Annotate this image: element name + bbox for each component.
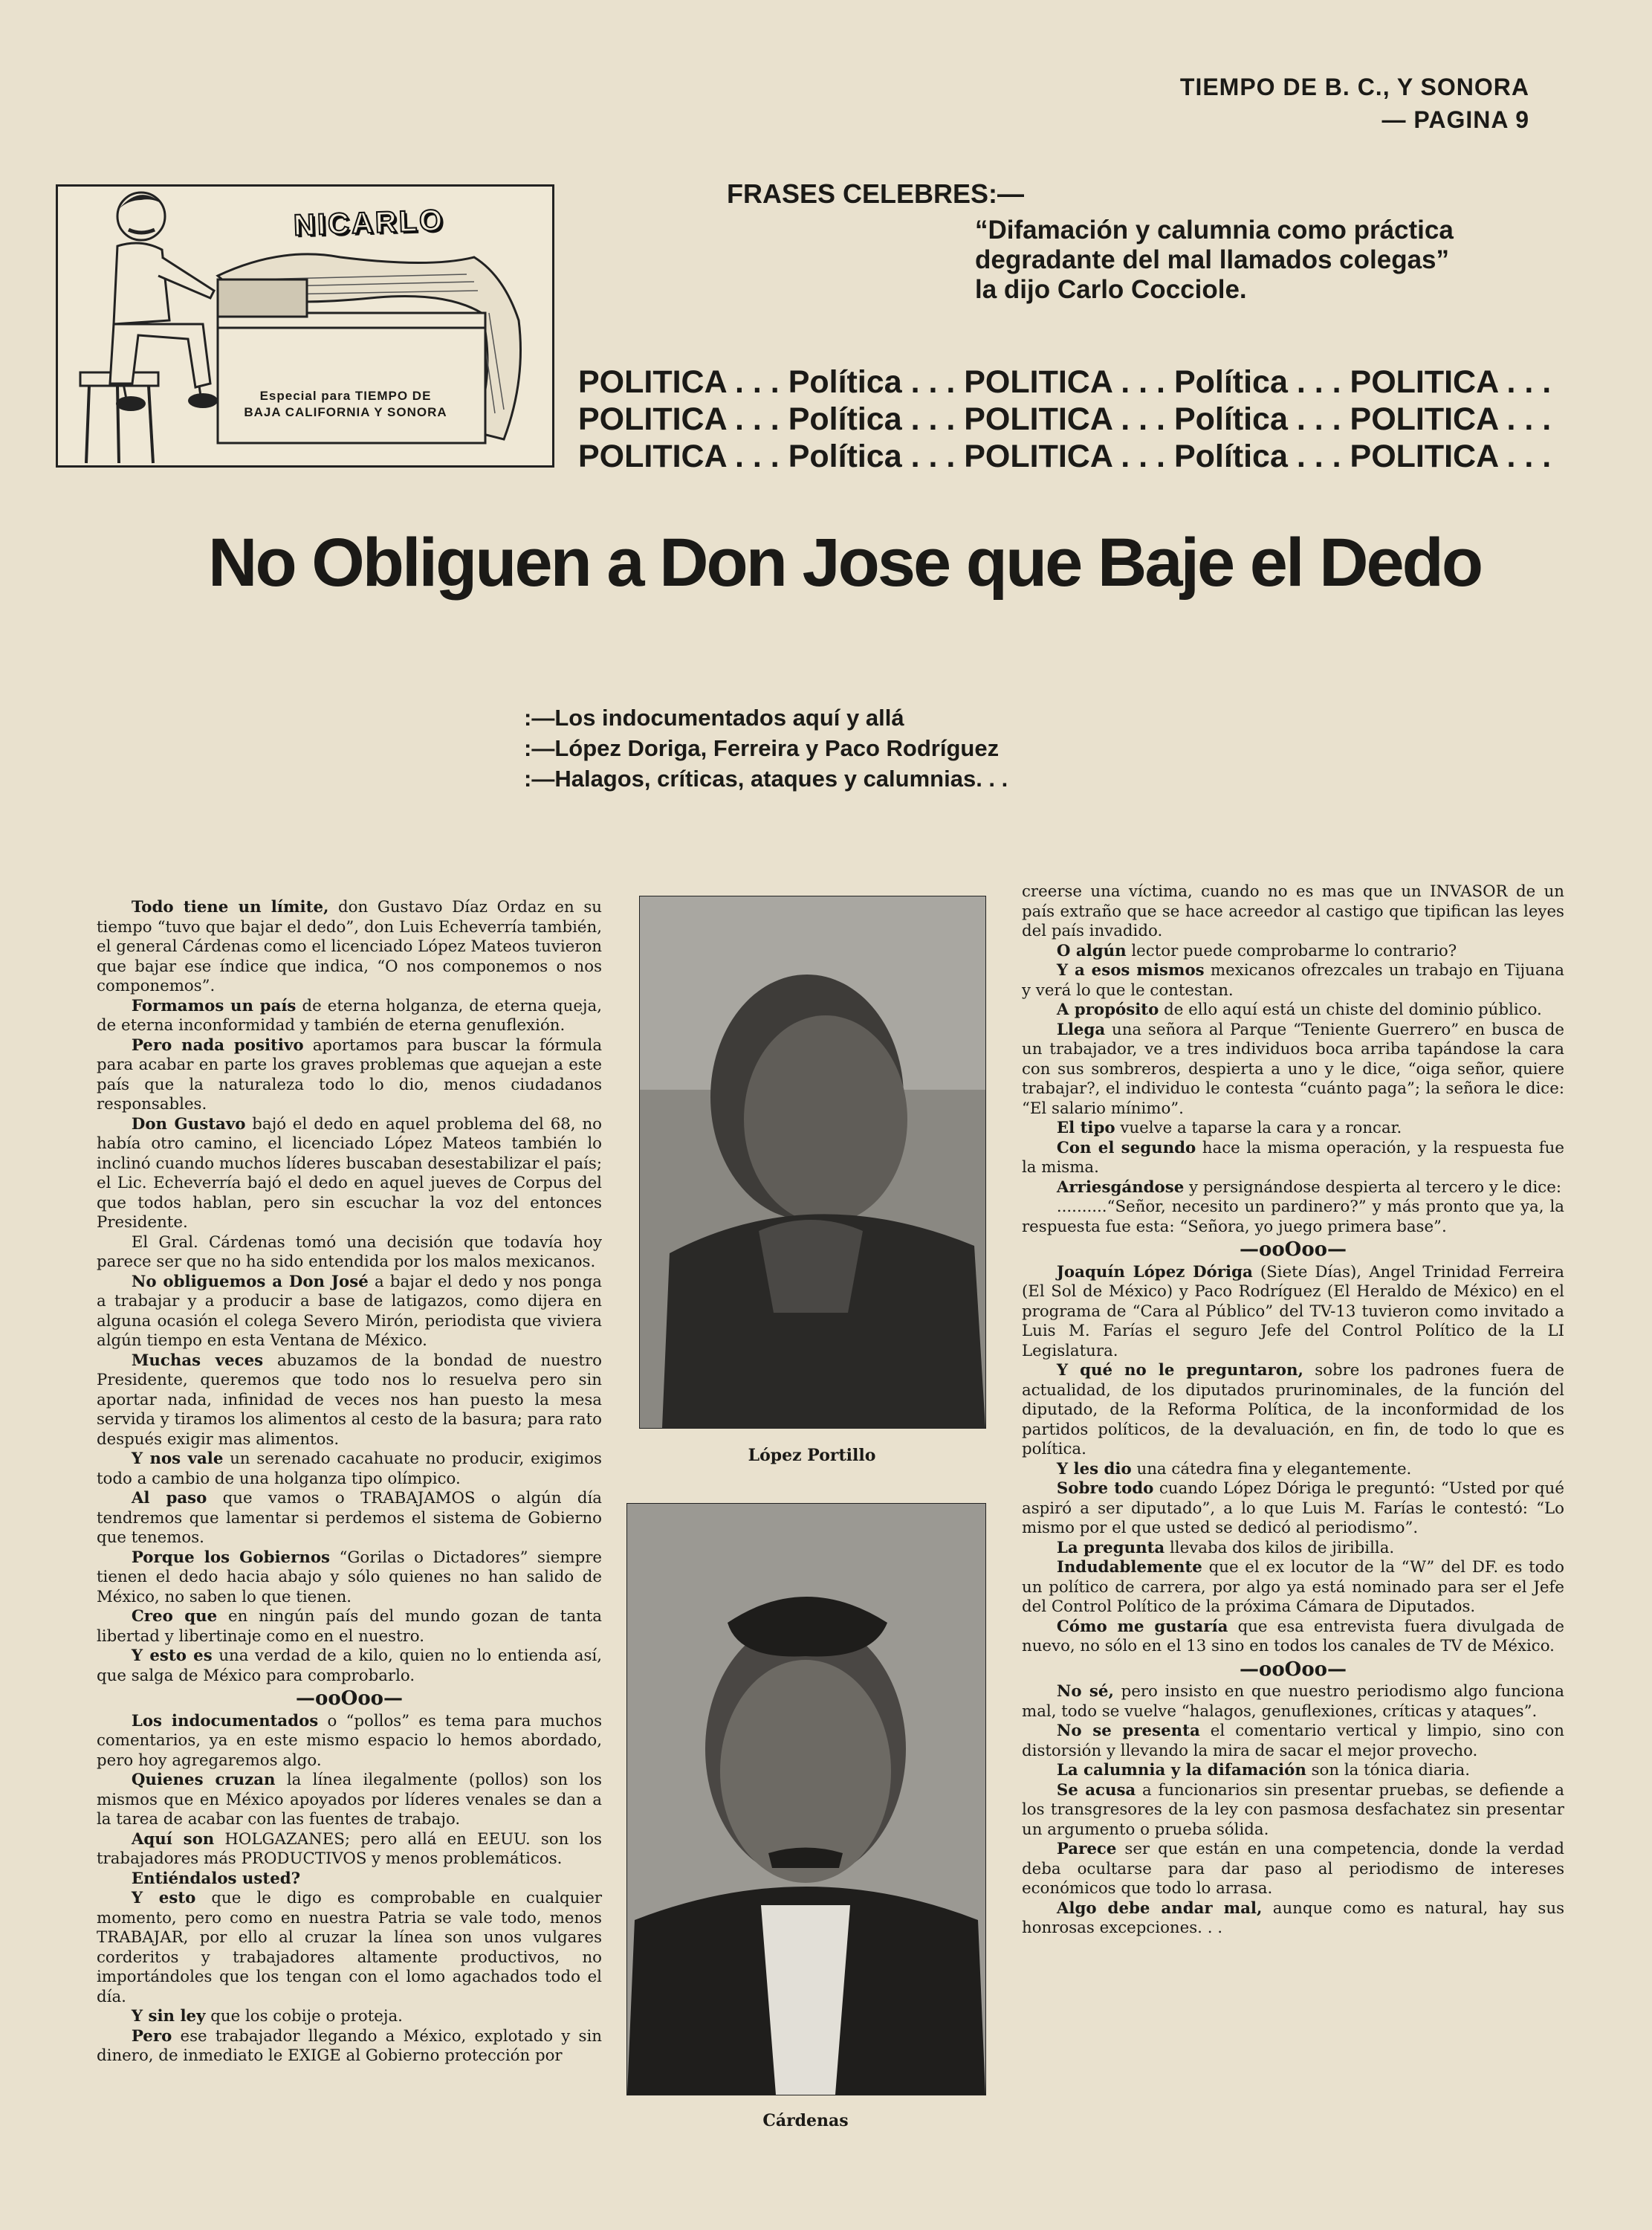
paragraph-text: (Siete Días), Angel Trinidad Ferreira (El Sol de México) y Paco Rodríguez (El Heraldo de México) en el programa de “Cara al Público” del TV-13 tuvieron como invitado a Luis M. Farías el seguro Jefe del Control Político de la LI Legislatura. [1022,1262,1564,1360]
paragraph-text: ser que están en una competencia, donde la verdad deba ocultarse para dar paso al periodismo de intereses económicos que todo lo arrasa. [1022,1840,1564,1898]
paragraph-text: una verdad de a kilo, quien no lo entienda así, que salga de México para comprobarlo. [97,1646,602,1685]
paragraph-lead: Don Gustavo [131,1114,246,1134]
paragraph-lead: O algún [1056,941,1127,960]
paragraph-lead: El tipo [1056,1119,1115,1137]
article-paragraph [97,1607,602,1646]
paragraph-lead: Se acusa [1056,1780,1136,1800]
paragraph-text: que le digo es comprobable en cualquier momento, pero como en nuestra Patria se vale todo, menos TRABAJAR, por ello al cruzar la línea son unos vulgares corderitos y trabajadores altamente productivos, no importándoles que los tengan con el lomo agachados todo el día. [97,1889,602,2006]
article-paragraph [97,2027,602,2066]
paragraph-lead: No sé, [1056,1682,1114,1701]
paragraph-lead: Cómo me gustaría [1056,1617,1228,1636]
photo-lopez-portillo [639,896,986,1429]
paragraph-lead: Y esto [131,1889,196,1907]
paragraph-lead: Joaquín López Dóriga [1056,1262,1253,1282]
paragraph-lead: Y sin ley [131,2007,206,2026]
politica-banner-row: POLITICA . . . Política . . . POLITICA . . . Política . . . POLITICA . . . [578,439,1552,474]
paragraph-text: una cátedra fina y elegantemente. [1131,1459,1412,1478]
article-paragraph [1022,1722,1564,1761]
article-paragraph [1022,1021,1564,1119]
paragraph-lead: Porque los Gobiernos [131,1548,331,1567]
paragraph-lead: Aquí son [131,1829,215,1849]
paragraph-text: creerse una víctima, cuando no es mas que un INVASOR de un país extraño que se hace acreedor al castigo que tipifican las leyes del país invadido. [1022,882,1564,940]
paragraph-text: sobre los padrones fuera de actualidad, de los diputados prurinominales, de la función del diputado, de la Reforma Política, de la inconformidad de los partidos políticos, de la devaluación, en fin, de todo lo que es política. [1022,1361,1564,1458]
paragraph-lead: Muchas veces [131,1351,264,1370]
paragraph-text: que el ex locutor de la “W” del DF. es todo un político de carrera, por algo ya está nominado para ser el Jefe del Control Político de la próxima Cámara de Diputados. [1022,1558,1564,1616]
paragraph-lead: Al paso [131,1489,207,1507]
article-paragraph [1022,1460,1564,1480]
publication-header [1180,71,1529,136]
paragraph-lead: Quienes cruzan [131,1771,276,1789]
paragraph-text: o “pollos” es tema para muchos comentarios, ya en este mismo espacio lo hemos abordado, pero hoy agregaremos algo. [97,1711,602,1770]
paragraph-lead: Pero [131,2026,172,2046]
article-paragraph [97,1273,602,1351]
article-paragraph [97,898,602,997]
paragraph-text: llevaba dos kilos de jiribilla. [1165,1538,1395,1557]
section-separator: —ooOoo— [1239,1238,1347,1261]
paragraph-lead: Los indocumentados [131,1711,319,1730]
article-paragraph [97,1646,602,1686]
photo-caption-lopez-portillo: López Portillo [748,1446,876,1465]
paragraph-text: en ningún país del mundo gozan de tanta libertad y libertinaje como en el nuestro. [97,1607,602,1646]
article-paragraph [97,1351,602,1450]
article-paragraph [97,2007,602,2027]
paragraph-text: hace la misma operación, y la respuesta fue la misma. [1022,1138,1564,1177]
article-paragraph [1022,1840,1564,1899]
cartoon-caption-line2: BAJA CALIFORNIA Y SONORA [244,405,447,419]
article-paragraph [1022,961,1564,1001]
frases-label: FRASES CELEBRES:— [727,178,1025,209]
paragraph-text: el comentario vertical y limpio, sino con distorsión y llevando la mira de sacar el mejor provecho. [1022,1722,1564,1760]
paragraph-lead: Algo debe andar mal, [1056,1898,1263,1918]
article-paragraph [1022,1539,1564,1559]
section-separator: —ooOoo— [295,1687,403,1710]
publication-title: TIEMPO DE B. C., Y SONORA [1179,74,1529,100]
paragraph-text: aunque como es natural, hay sus honrosas excepciones. . . [1022,1898,1564,1937]
article-paragraph [1022,942,1564,962]
paragraph-lead: No se presenta [1056,1722,1200,1740]
article-paragraph [97,1830,602,1869]
paragraph-text: de ello aquí está un chiste del dominio público. [1159,1001,1542,1019]
article-paragraph [97,1115,602,1233]
article-paragraph [1022,882,1564,942]
paragraph-lead: Y les dio [1056,1459,1132,1478]
article-paragraph [97,1489,602,1548]
section-separator: —ooOoo— [1239,1658,1347,1681]
paragraph-lead: Con el segundo [1056,1138,1196,1157]
article-paragraph [1022,1263,1564,1362]
article-paragraph [1022,1198,1564,1237]
article-paragraph [97,1771,602,1830]
article-paragraph [1022,1119,1564,1139]
article-paragraph [1022,1001,1564,1021]
article-paragraph [1022,1361,1564,1460]
paragraph-lead: Y nos vale [131,1450,224,1468]
quote-line: “Difamación y calumnia como práctica [975,216,1454,245]
subhead: :—Halagos, críticas, ataques y calumnias. . . [524,766,1008,792]
paragraph-text: pero insisto en que nuestro periodismo algo funciona mal, todo se vuelve “halagos, genuflexiones, críticas y ataques”. [1022,1682,1564,1721]
politica-banner-row: POLITICA . . . Política . . . POLITICA . . . Política . . . POLITICA . . . [578,401,1552,437]
quote-attribution: la dijo Carlo Cocciole. [975,275,1247,304]
paragraph-text: y persignándose despierta al tercero y le dice: [1184,1177,1561,1197]
article-paragraph [97,1233,602,1273]
paragraph-lead: Formamos un país [131,996,297,1015]
paragraph-lead: Indudablemente [1056,1558,1202,1577]
frases-quote [975,216,1454,305]
article-paragraph [97,1450,602,1489]
paragraph-text: El Gral. Cárdenas tomó una decisión que todavía hoy parece ser que no ha sido entendida por los malos mexicanos. [97,1232,602,1271]
paragraph-lead: Pero nada positivo [131,1035,304,1055]
paragraph-text: son la tónica diaria. [1306,1761,1471,1780]
paragraph-lead: Sobre todo [1056,1479,1154,1498]
paragraph-text: abuzamos de la bondad de nuestro Presidente, queremos que todo nos lo resuelva pero sin aportar nada, infinidad de veces nos han puesto la mesa servida y tiramos los alimentos al cesto de la basura; para rato después exigir mas alimentos. [97,1351,602,1449]
photo-cardenas [626,1503,986,2095]
quote-line: degradante del mal llamados colegas” [975,245,1449,274]
paragraph-text: de eterna holganza, de eterna queja, de eterna inconformidad y también de eterna genuflexión. [97,996,602,1035]
cartoon-caption-line1: Especial para TIEMPO DE [259,389,432,403]
headline: No Obliguen a Don Jose que Baje el Dedo [208,525,1482,601]
paragraph-text: bajó el dedo en aquel problema del 68, no había otro camino, el licenciado López Mateos también lo inclinó cuando muchos líderes buscaban desestabilizar el país; el Lic. Echeverría bajó el dedo en aquel jueves de Corpus del que todos hablan, pero sin escuchar la voz del entonces Presidente. [97,1114,602,1232]
paragraph-text: mexicanos ofrezcales un trabajo en Tijuana y verá lo que le contestan. [1022,961,1564,1000]
article-paragraph [1022,1558,1564,1617]
article-column-left [97,898,602,2066]
article-paragraph [1022,1617,1564,1657]
paragraph-text: un serenado cacahuate no producir, exigimos todo a cambio de una holganza tipo olímpico. [97,1450,602,1488]
article-paragraph [97,1869,602,1890]
cartoon-caption [223,388,468,421]
paragraph-lead: No obliguemos a Don José [131,1272,369,1291]
paragraph-text: “Gorilas o Dictadores” siempre tienen el dedo hacia abajo y sólo quienes no han salido de México, no saben lo que tienen. [97,1548,602,1606]
article-paragraph [97,1889,602,2007]
photo-caption-cardenas: Cárdenas [762,2111,849,2130]
cartoonist-signature: NICARLO [293,204,445,242]
paragraph-lead: Creo que [131,1607,218,1626]
article-paragraph [1022,1139,1564,1178]
paragraph-lead: Entiéndalos usted? [131,1869,301,1888]
article-paragraph [97,997,602,1036]
paragraph-text: que los cobije o proteja. [205,2007,403,2026]
article-paragraph [1022,1761,1564,1781]
paragraph-text: lector puede comprobarme lo contrario? [1126,941,1457,960]
paragraph-text: que vamos o TRABAJAMOS o algún día tendremos que lamentar si perdemos el sistema de Gobierno que tenemos. [97,1489,602,1547]
article-column-right [1022,882,1564,1939]
paragraph-text: cuando López Dóriga le preguntó: “Usted por qué aspiró a ser diputado”, a lo que Luis M. Farías le contestó: “Lo mismo por el que usted se dedicó al periodismo”. [1022,1479,1564,1537]
paragraph-lead: La calumnia y la difamación [1056,1761,1306,1780]
paragraph-text: ..........“Señor, necesito un pardinero?” y más pronto que ya, la respuesta fue esta: “Señora, yo juego primera base”. [1022,1198,1564,1236]
article-paragraph [97,1548,602,1608]
article-paragraph [1022,1899,1564,1939]
paragraph-lead: Llega [1056,1020,1106,1039]
article-paragraph [1022,1781,1564,1840]
page-number: — PAGINA 9 [1381,106,1529,133]
paragraph-lead: A propósito [1056,1001,1159,1019]
article-paragraph [1022,1178,1564,1198]
paragraph-text: don Gustavo Díaz Ordaz en su tiempo “tuvo que bajar el dedo”, don Luis Echeverría también, el general Cárdenas como el licenciado López Mateos tuvieron que bajar ese índice que indica, “O nos componemos o nos componemos”. [97,898,602,995]
paragraph-lead: Y a esos mismos [1056,961,1205,980]
article-paragraph [97,1036,602,1115]
article-paragraph [1022,1479,1564,1539]
paragraph-text: HOLGAZANES; pero allá en EEUU. son los trabajadores más PRODUCTIVOS y menos problemáticos. [97,1829,602,1868]
article-paragraph [97,1712,602,1771]
subhead: :—López Doriga, Ferreira y Paco Rodríguez [524,735,1000,761]
paragraph-lead: Parece [1056,1840,1117,1858]
paragraph-text: ese trabajador llegando a México, explotado y sin dinero, de inmediato le EXIGE al Gobierno protección por [97,2026,602,2065]
paragraph-lead: Arriesgándose [1056,1177,1185,1197]
paragraph-text: la línea ilegalmente (pollos) son los mismos que en México apoyados por líderes venales se dan a la tarea de acabar con las fuentes de trabajo. [97,1771,602,1829]
paragraph-text: vuelve a taparse la cara y a roncar. [1115,1119,1402,1137]
paragraph-lead: Y esto es [131,1646,213,1665]
paragraph-text: aportamos para buscar la fórmula para acabar en parte los graves problemas que aquejan a este país que la naturaleza todo lo dio, menos ciudadanos responsables. [97,1035,603,1114]
paragraph-text: a funcionarios sin presentar pruebas, se defiende a los transgresores de la ley con pasmosa desfachatez sin presentar un argumento o prueba sólida. [1022,1780,1564,1839]
subheads [524,702,1008,794]
politica-banner-row: POLITICA . . . Política . . . POLITICA . . . Política . . . POLITICA . . . [578,364,1552,400]
paragraph-lead: La pregunta [1056,1538,1165,1557]
subhead: :—Los indocumentados aquí y allá [524,705,904,731]
article-paragraph [1022,1682,1564,1722]
paragraph-lead: Todo tiene un límite, [131,898,329,917]
paragraph-lead: Y qué no le preguntaron, [1056,1361,1303,1380]
paragraph-text: que esa entrevista fuera divulgada de nuevo, no sólo en el 13 sino en todos los canales de TV de México. [1022,1617,1564,1655]
paragraph-text: una señora al Parque “Teniente Guerrero” en busca de un trabajador, ve a tres individuos boca arriba tapándose la cara con sus sombreros, despierta a uno y le dice, “oiga señor, quiere trabajar?, el individuo le contesta “cuánto paga”; la señora le dice: “El salario mínimo”. [1022,1020,1564,1118]
paragraph-text: a bajar el dedo y nos ponga a trabajar y a producir a base de latigazos, como dijera en alguna ocasión el colega Severo Mirón, periodista que viviera algún tiempo en esta Ventana de México. [97,1272,602,1350]
